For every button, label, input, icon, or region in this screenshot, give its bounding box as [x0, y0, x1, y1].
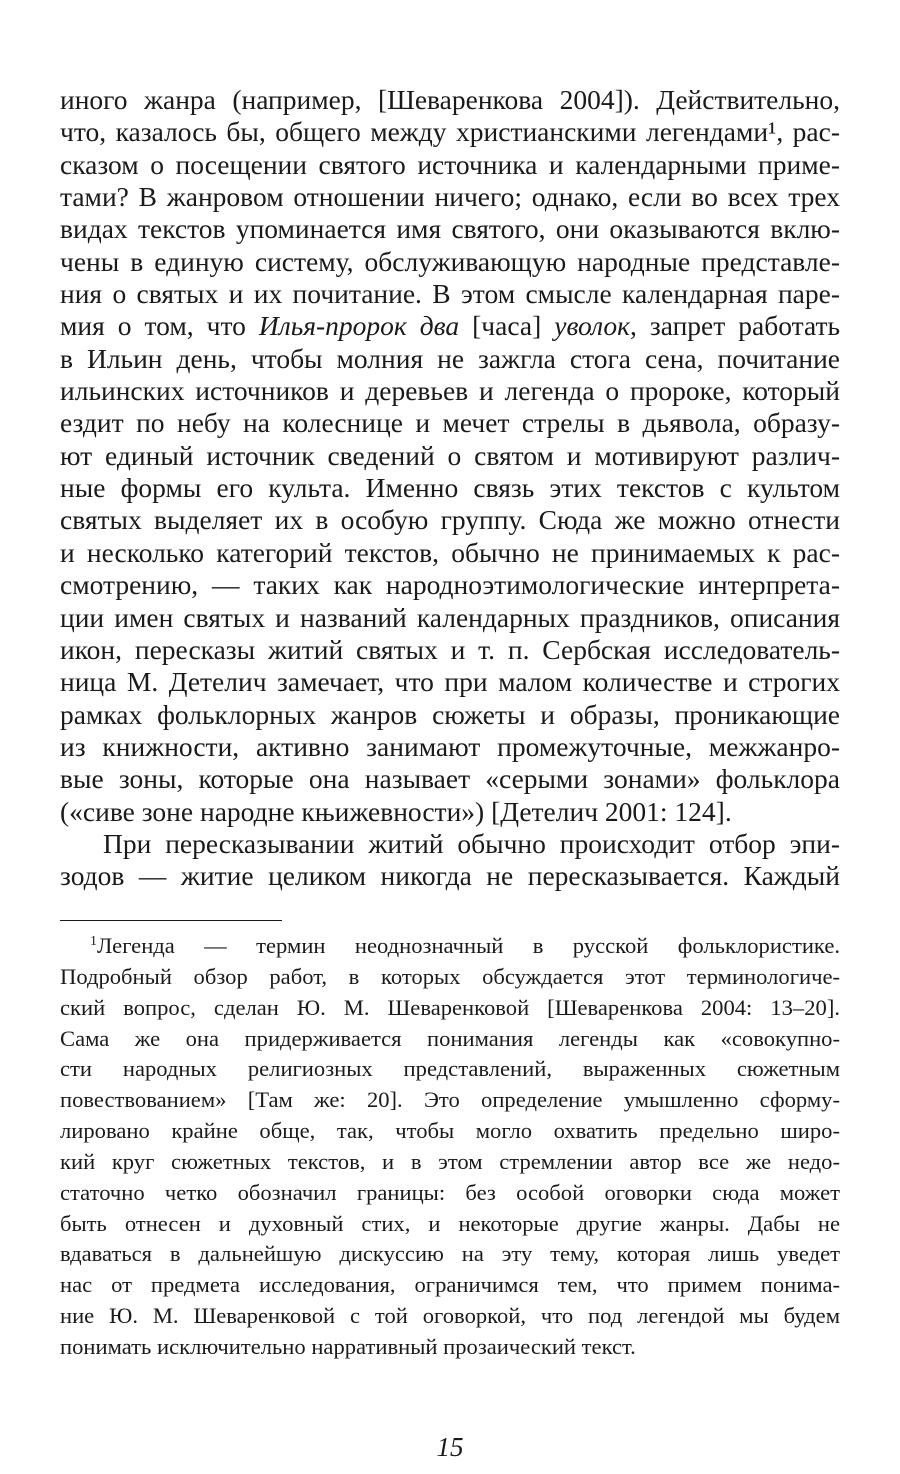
footnote-line: кий круг сюжетных текстов, и в этом стремлении автор все же недо- — [60, 1148, 840, 1174]
text-line: вые зоны, которые она называет «серыми зонами» фольклора — [60, 763, 840, 795]
bracket-word: [часа] — [472, 310, 542, 342]
italic-phrase: Илья-пророк два — [258, 310, 460, 342]
text-line-paragraph-start: При пересказывании житий обычно происходит отбор эпи- — [103, 827, 840, 859]
text-line: ильинских источников и деревьев и легенда о пророке, который — [60, 375, 840, 407]
text-line-with-italics — [60, 310, 840, 342]
footnote-line: ский вопрос, сделан Ю. М. Шеваренковой [Шеваренкова 2004: 13–20]. — [60, 994, 840, 1020]
footnote-line: лировано крайне обще, так, чтобы могло охватить предельно широ- — [60, 1118, 840, 1144]
text-line: зодов — житие целиком никогда не пересказывается. Каждый — [60, 860, 840, 892]
text-line: ции имен святых и названий календарных праздников, описания — [60, 601, 840, 633]
text-line: сказом о посещении святого источника и календарными приме- — [60, 148, 840, 180]
text-fragment: мия о том, что — [60, 310, 259, 342]
main-text-block — [60, 84, 840, 893]
text-line: ные формы его культа. Именно связь этих текстов с культом — [60, 472, 840, 504]
footnote-text: Легенда — термин неоднозначный в русской фольклористике. — [97, 933, 840, 958]
text-line: ездит по небу на колеснице и мечет стрелы в дьявола, образу- — [60, 407, 840, 439]
text-line: ют единый источник сведений о святом и мотивируют различ- — [60, 439, 840, 471]
text-line: и несколько категорий текстов, обычно не принимаемых к рас- — [60, 536, 840, 568]
footnote-line: Сама же она придерживается понимания легенды как «совокупно- — [60, 1025, 840, 1051]
text-line: икон, пересказы житий святых и т. п. Сербская исследователь- — [60, 633, 840, 665]
text-line: тами? В жанровом отношении ничего; однако, если во всех трех — [60, 181, 840, 213]
text-line: видах текстов упоминается имя святого, они оказываются вклю- — [60, 213, 840, 245]
text-line: святых выделяет их в особую группу. Сюда же можно отнести — [60, 504, 840, 536]
text-line: чены в единую систему, обслуживающую народные представле- — [60, 245, 840, 277]
text-fragment — [459, 310, 472, 341]
footnote-line: быть отнесен и духовный стих, и некоторые другие жанры. Дабы не — [60, 1210, 840, 1236]
footnote-separator — [60, 920, 282, 921]
page-number: 15 — [436, 1432, 464, 1462]
text-line: из книжности, активно занимают промежуточные, межжанро- — [60, 730, 840, 762]
italic-phrase: уволок — [554, 310, 631, 342]
text-fragment: , запрет работать — [630, 310, 840, 342]
footnote-block — [60, 931, 840, 1363]
footnote-line: Подробный обзор работ, в которых обсуждается этот терминологиче- — [60, 963, 840, 989]
footnote-line: сти народных религиозных представлений, выраженных сюжетным — [60, 1056, 840, 1082]
footnote-line: ние Ю. М. Шеваренковой с той оговоркой, что под легендой мы будем — [60, 1303, 840, 1329]
footnote-line: статочно четко обозначил границы: без особой оговорки сюда может — [60, 1179, 840, 1205]
text-line: иного жанра (например, [Шеваренкова 2004]). Действительно, — [60, 84, 840, 115]
footnote-line: нас от предмета исследования, ограничимся тем, что примем понима- — [60, 1272, 840, 1298]
text-line: что, казалось бы, общего между христианскими легендами¹, рас- — [60, 116, 840, 148]
text-line: смотрению, — таких как народноэтимологические интерпрета- — [60, 569, 840, 601]
text-line: ница М. Детелич замечает, что при малом количестве и строгих — [60, 666, 840, 698]
footnote-line: повествованием» [Там же: 20]. Это определение умышленно сформу- — [60, 1087, 840, 1113]
footnote-marker: 1 — [90, 934, 97, 949]
footnote-line-end: понимать исключительно нарративный прозаический текст. — [60, 1333, 636, 1359]
text-line: рамках фольклорных жанров сюжеты и образы, проникающие — [60, 698, 840, 730]
text-line: ния о святых и их почитание. В этом смысле календарная паре- — [60, 278, 840, 310]
text-fragment — [541, 310, 554, 341]
footnote-line: вдаваться в дальнейшую дискуссию на эту тему, которая лишь уведет — [60, 1241, 840, 1267]
footnote-line-first — [60, 931, 840, 962]
text-line-paragraph-end: («сиве зоне народне књижевности») [Детелич 2001: 124]. — [60, 795, 732, 827]
text-line: в Ильин день, чтобы молния не зажгла стога сена, почитание — [60, 342, 840, 374]
